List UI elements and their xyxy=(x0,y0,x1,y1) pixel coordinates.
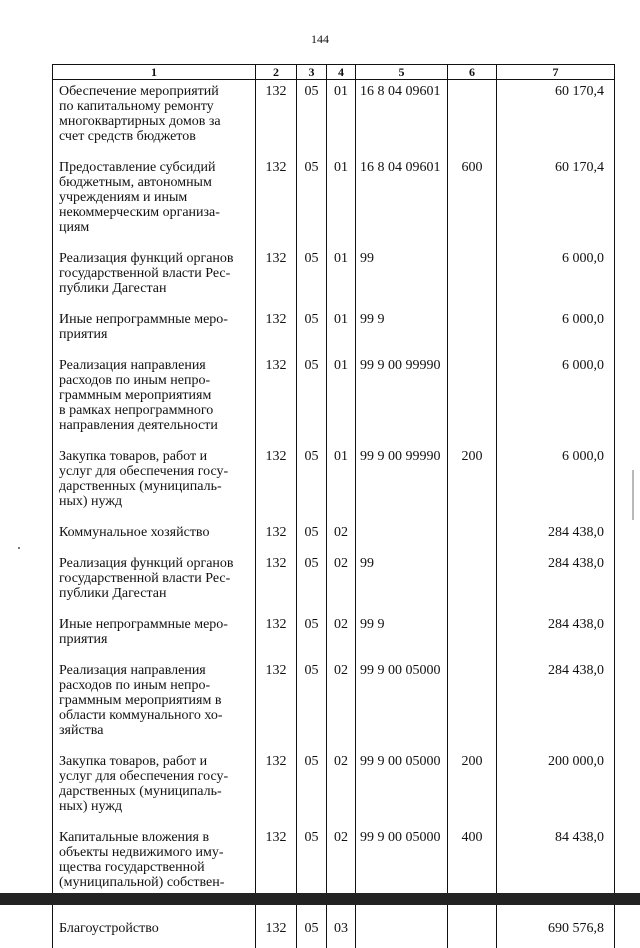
scan-bottom-border xyxy=(0,893,640,905)
column-header-3: 3 xyxy=(297,65,327,80)
item-name-line: услуг для обеспечения госу- xyxy=(59,464,253,479)
amount-cell: 6 000,0 xyxy=(497,247,615,308)
subsection-code-cell: 01 xyxy=(327,445,356,521)
item-name-line: Закупка товаров, работ и xyxy=(59,449,253,464)
amount-cell: 60 170,4 xyxy=(497,156,615,247)
item-name-line: в рамках непрограммного xyxy=(59,403,253,418)
subsection-code-cell: 02 xyxy=(327,552,356,613)
ministry-code-cell: 132 xyxy=(256,247,297,308)
item-name-line: государственной власти Рес- xyxy=(59,266,253,281)
item-name-cell xyxy=(53,552,256,613)
header-row xyxy=(53,65,615,80)
expense-type-cell xyxy=(448,308,497,354)
item-name-cell xyxy=(53,156,256,247)
item-name-line: области коммунального хо- xyxy=(59,708,253,723)
item-name-line: направления деятельности xyxy=(59,418,253,433)
item-name-line: расходов по иным непро- xyxy=(59,373,253,388)
item-name-line: циям xyxy=(59,220,253,235)
subsection-code-cell: 03 xyxy=(327,917,356,948)
item-name-line: приятия xyxy=(59,327,253,342)
table-row xyxy=(53,247,615,308)
table-row xyxy=(53,445,615,521)
item-name-line: Капитальные вложения в xyxy=(59,830,253,845)
item-name-cell xyxy=(53,659,256,750)
target-article-cell xyxy=(356,521,448,552)
target-article-cell: 99 9 00 05000 xyxy=(356,750,448,826)
table-row xyxy=(53,659,615,750)
ministry-code-cell: 132 xyxy=(256,552,297,613)
item-name-cell xyxy=(53,917,256,948)
item-name-line: Коммунальное хозяйство xyxy=(59,525,253,540)
table-row xyxy=(53,308,615,354)
target-article-cell: 99 9 00 05000 xyxy=(356,826,448,917)
amount-cell: 690 576,8 xyxy=(497,917,615,948)
item-name-cell xyxy=(53,445,256,521)
table-body xyxy=(53,80,615,948)
item-name-line: приятия xyxy=(59,632,253,647)
item-name-line: некоммерческим организа- xyxy=(59,205,253,220)
ministry-code-cell: 132 xyxy=(256,445,297,521)
item-name-line: Реализация направления xyxy=(59,663,253,678)
section-code-cell: 05 xyxy=(297,521,327,552)
expense-type-cell xyxy=(448,917,497,948)
subsection-code-cell: 02 xyxy=(327,750,356,826)
section-code-cell: 05 xyxy=(297,80,327,157)
target-article-cell: 99 9 00 05000 xyxy=(356,659,448,750)
ministry-code-cell: 132 xyxy=(256,521,297,552)
item-name-line: граммным мероприятиям xyxy=(59,388,253,403)
item-name-line: ных) нужд xyxy=(59,799,253,814)
item-name-line: учреждениям и иным xyxy=(59,190,253,205)
item-name-line: Благоустройство xyxy=(59,921,253,936)
target-article-cell: 16 8 04 09601 xyxy=(356,80,448,157)
target-article-cell: 99 9 00 99990 xyxy=(356,445,448,521)
subsection-code-cell: 02 xyxy=(327,521,356,552)
target-article-cell: 99 9 xyxy=(356,613,448,659)
table-row xyxy=(53,354,615,445)
section-code-cell: 05 xyxy=(297,917,327,948)
subsection-code-cell: 01 xyxy=(327,80,356,157)
ministry-code-cell: 132 xyxy=(256,750,297,826)
section-code-cell: 05 xyxy=(297,659,327,750)
section-code-cell: 05 xyxy=(297,826,327,917)
item-name-line: Обеспечение мероприятий xyxy=(59,84,253,99)
amount-cell: 284 438,0 xyxy=(497,659,615,750)
subsection-code-cell: 01 xyxy=(327,354,356,445)
item-name-cell xyxy=(53,521,256,552)
subsection-code-cell: 01 xyxy=(327,247,356,308)
item-name-line: многоквартирных домов за xyxy=(59,114,253,129)
item-name-line: Реализация функций органов xyxy=(59,556,253,571)
item-name-line: Реализация направления xyxy=(59,358,253,373)
item-name-cell xyxy=(53,80,256,157)
section-code-cell: 05 xyxy=(297,308,327,354)
item-name-line: граммным мероприятиям в xyxy=(59,693,253,708)
item-name-line: щества государственной xyxy=(59,860,253,875)
item-name-cell xyxy=(53,750,256,826)
column-header-7: 7 xyxy=(497,65,615,80)
section-code-cell: 05 xyxy=(297,247,327,308)
amount-cell: 284 438,0 xyxy=(497,552,615,613)
expense-type-cell: 200 xyxy=(448,750,497,826)
item-name-line: зяйства xyxy=(59,723,253,738)
scan-dot-mark xyxy=(18,547,20,549)
target-article-cell: 99 xyxy=(356,552,448,613)
item-name-line: Иные непрограммные меро- xyxy=(59,617,253,632)
column-header-2: 2 xyxy=(256,65,297,80)
expense-type-cell xyxy=(448,354,497,445)
subsection-code-cell: 01 xyxy=(327,308,356,354)
item-name-line: Закупка товаров, работ и xyxy=(59,754,253,769)
subsection-code-cell: 02 xyxy=(327,659,356,750)
item-name-line: услуг для обеспечения госу- xyxy=(59,769,253,784)
item-name-cell xyxy=(53,613,256,659)
ministry-code-cell: 132 xyxy=(256,826,297,917)
section-code-cell: 05 xyxy=(297,445,327,521)
item-name-line: Иные непрограммные меро- xyxy=(59,312,253,327)
item-name-line: объекты недвижимого иму- xyxy=(59,845,253,860)
item-name-line: ных) нужд xyxy=(59,494,253,509)
ministry-code-cell: 132 xyxy=(256,156,297,247)
section-code-cell: 05 xyxy=(297,613,327,659)
page-number: 144 xyxy=(0,32,640,47)
amount-cell: 6 000,0 xyxy=(497,308,615,354)
ministry-code-cell: 132 xyxy=(256,80,297,157)
item-name-line: государственной власти Рес- xyxy=(59,571,253,586)
amount-cell: 84 438,0 xyxy=(497,826,615,917)
column-header-5: 5 xyxy=(356,65,448,80)
item-name-line: по капитальному ремонту xyxy=(59,99,253,114)
section-code-cell: 05 xyxy=(297,354,327,445)
expense-type-cell xyxy=(448,659,497,750)
amount-cell: 60 170,4 xyxy=(497,80,615,157)
item-name-line: бюджетным, автономным xyxy=(59,175,253,190)
subsection-code-cell: 01 xyxy=(327,156,356,247)
expense-type-cell xyxy=(448,613,497,659)
item-name-line: расходов по иным непро- xyxy=(59,678,253,693)
ministry-code-cell: 132 xyxy=(256,613,297,659)
table-row xyxy=(53,552,615,613)
amount-cell: 284 438,0 xyxy=(497,521,615,552)
item-name-cell xyxy=(53,308,256,354)
item-name-cell xyxy=(53,354,256,445)
scan-edge-mark xyxy=(632,470,634,520)
column-header-6: 6 xyxy=(448,65,497,80)
expense-type-cell xyxy=(448,521,497,552)
section-code-cell: 05 xyxy=(297,750,327,826)
ministry-code-cell: 132 xyxy=(256,917,297,948)
item-name-line: публики Дагестан xyxy=(59,281,253,296)
table-row xyxy=(53,156,615,247)
expense-type-cell xyxy=(448,247,497,308)
amount-cell: 6 000,0 xyxy=(497,445,615,521)
item-name-line: Реализация функций органов xyxy=(59,251,253,266)
ministry-code-cell: 132 xyxy=(256,308,297,354)
item-name-line: (муниципальной) собствен- xyxy=(59,875,253,890)
expense-type-cell: 400 xyxy=(448,826,497,917)
subsection-code-cell: 02 xyxy=(327,826,356,917)
target-article-cell: 99 xyxy=(356,247,448,308)
column-header-4: 4 xyxy=(327,65,356,80)
expense-type-cell xyxy=(448,552,497,613)
column-header-1: 1 xyxy=(53,65,256,80)
amount-cell: 200 000,0 xyxy=(497,750,615,826)
expense-type-cell xyxy=(448,80,497,157)
item-name-line: дарственных (муниципаль- xyxy=(59,479,253,494)
item-name-line: дарственных (муниципаль- xyxy=(59,784,253,799)
item-name-cell xyxy=(53,247,256,308)
item-name-line: публики Дагестан xyxy=(59,586,253,601)
subsection-code-cell: 02 xyxy=(327,613,356,659)
expense-type-cell: 600 xyxy=(448,156,497,247)
expense-type-cell: 200 xyxy=(448,445,497,521)
table-row xyxy=(53,750,615,826)
table-row xyxy=(53,917,615,948)
table-row xyxy=(53,613,615,659)
target-article-cell xyxy=(356,917,448,948)
section-code-cell: 05 xyxy=(297,552,327,613)
ministry-code-cell: 132 xyxy=(256,354,297,445)
budget-table xyxy=(52,64,615,948)
target-article-cell: 99 9 xyxy=(356,308,448,354)
section-code-cell: 05 xyxy=(297,156,327,247)
amount-cell: 284 438,0 xyxy=(497,613,615,659)
table-row xyxy=(53,521,615,552)
item-name-line: Предоставление субсидий xyxy=(59,160,253,175)
item-name-line: счет средств бюджетов xyxy=(59,129,253,144)
ministry-code-cell: 132 xyxy=(256,659,297,750)
amount-cell: 6 000,0 xyxy=(497,354,615,445)
table-row xyxy=(53,80,615,157)
target-article-cell: 99 9 00 99990 xyxy=(356,354,448,445)
target-article-cell: 16 8 04 09601 xyxy=(356,156,448,247)
